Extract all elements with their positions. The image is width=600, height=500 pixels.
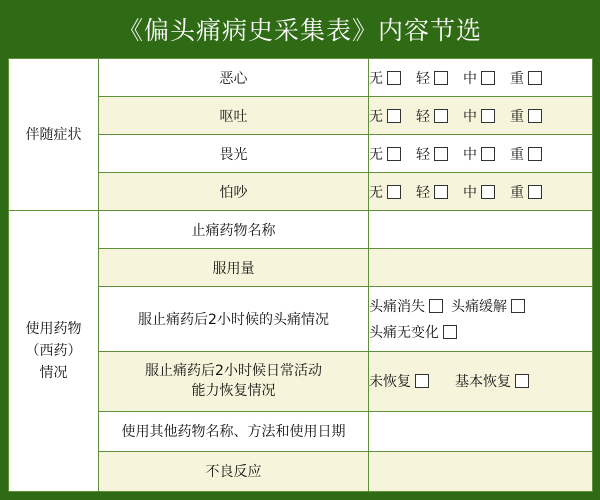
- option-label: 轻: [416, 184, 430, 201]
- history-form-table: [8, 58, 593, 492]
- form-title: 《偏头痛病史采集表》内容节选: [117, 16, 482, 45]
- option-label: 中: [463, 184, 477, 201]
- option-label: 无: [369, 70, 383, 87]
- option-label: 轻: [416, 146, 430, 163]
- option-label: 无: [369, 108, 383, 125]
- dosage-field[interactable]: [369, 249, 593, 287]
- other-medication-field[interactable]: [369, 411, 593, 451]
- row-label: 怕吵: [99, 173, 369, 211]
- option-label: 未恢复: [369, 374, 411, 391]
- checkbox[interactable]: [528, 147, 542, 161]
- option-label: 头痛缓解: [451, 299, 507, 316]
- checkbox[interactable]: [528, 109, 542, 123]
- recovery-options: [369, 351, 593, 411]
- checkbox[interactable]: [387, 185, 401, 199]
- checkbox[interactable]: [481, 109, 495, 123]
- checkbox[interactable]: [429, 299, 443, 313]
- option-label: 中: [463, 70, 477, 87]
- category-medication-usage: [9, 211, 99, 492]
- option-label: 头痛消失: [369, 299, 425, 316]
- checkbox[interactable]: [387, 147, 401, 161]
- row-label: 止痛药物名称: [99, 211, 369, 249]
- option-label: 中: [463, 108, 477, 125]
- checkbox[interactable]: [481, 185, 495, 199]
- option-label: 中: [463, 146, 477, 163]
- option-label: 轻: [416, 108, 430, 125]
- category-accompanying-symptoms: 伴随症状: [9, 59, 99, 211]
- severity-options: [369, 97, 593, 135]
- checkbox[interactable]: [481, 147, 495, 161]
- severity-options: [369, 135, 593, 173]
- checkbox[interactable]: [481, 71, 495, 85]
- row-label-line: 服止痛药后2小时候日常活动: [145, 363, 322, 380]
- headache-status-options: [369, 287, 593, 351]
- checkbox[interactable]: [387, 109, 401, 123]
- category-line: 使用药物: [25, 321, 82, 338]
- row-label: [99, 351, 369, 411]
- checkbox[interactable]: [387, 71, 401, 85]
- option-label: 基本恢复: [455, 374, 511, 391]
- option-label: 重: [510, 184, 524, 201]
- severity-options: [369, 173, 593, 211]
- option-label: 轻: [416, 70, 430, 87]
- option-label: 重: [510, 70, 524, 87]
- table-row: [9, 211, 593, 249]
- checkbox[interactable]: [434, 185, 448, 199]
- checkbox[interactable]: [515, 374, 529, 388]
- row-label-line: 能力恢复情况: [191, 383, 276, 400]
- checkbox[interactable]: [434, 147, 448, 161]
- option-label: 头痛无变化: [369, 325, 439, 342]
- option-label: 无: [369, 184, 383, 201]
- table-row: [9, 59, 593, 97]
- row-label: 呕吐: [99, 97, 369, 135]
- checkbox[interactable]: [528, 71, 542, 85]
- option-label: 重: [510, 146, 524, 163]
- severity-options: [369, 59, 593, 97]
- checkbox[interactable]: [511, 299, 525, 313]
- row-label: 恶心: [99, 59, 369, 97]
- checkbox[interactable]: [415, 374, 429, 388]
- row-label: 不良反应: [99, 451, 369, 491]
- option-label: 重: [510, 108, 524, 125]
- category-line: （西药）: [25, 343, 82, 360]
- option-label: 无: [369, 146, 383, 163]
- checkbox[interactable]: [443, 325, 457, 339]
- row-label: 服用量: [99, 249, 369, 287]
- row-label: 畏光: [99, 135, 369, 173]
- checkbox[interactable]: [434, 71, 448, 85]
- checkbox[interactable]: [434, 109, 448, 123]
- adverse-reaction-field[interactable]: [369, 451, 593, 491]
- painkiller-name-field[interactable]: [369, 211, 593, 249]
- row-label: 服止痛药后2小时候的头痛情况: [99, 287, 369, 351]
- row-label: 使用其他药物名称、方法和使用日期: [99, 411, 369, 451]
- category-line: 情况: [39, 365, 68, 382]
- checkbox[interactable]: [528, 185, 542, 199]
